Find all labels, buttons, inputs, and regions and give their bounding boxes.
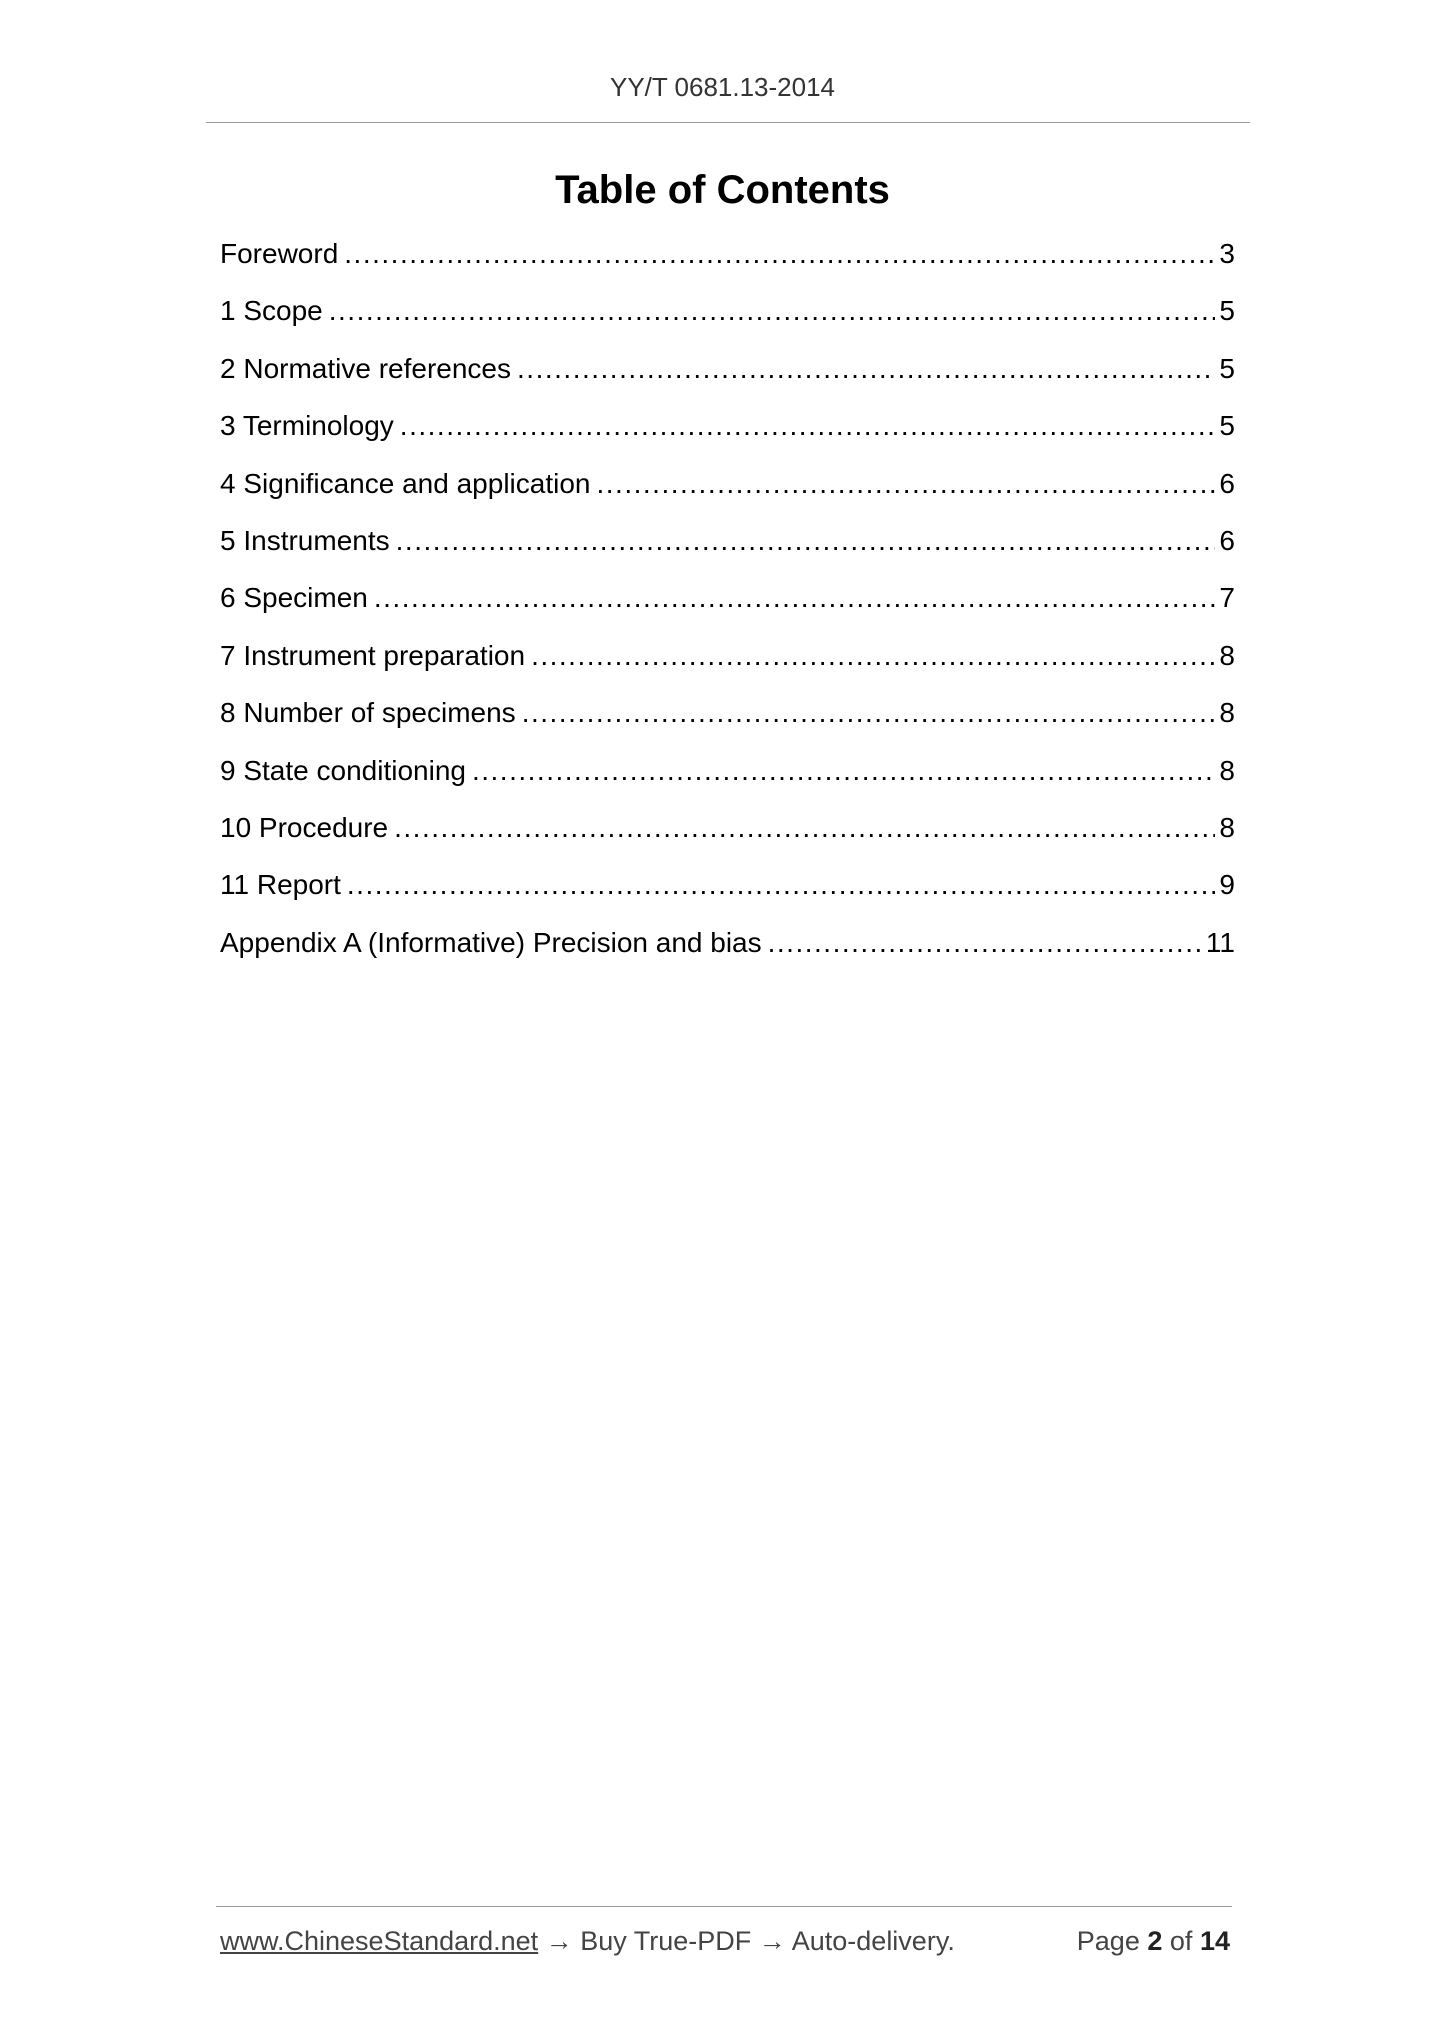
toc-entry-instrument-preparation[interactable] (220, 640, 1235, 697)
toc-entry-normative-references[interactable] (220, 353, 1235, 410)
toc-entry-page: 5 (1219, 352, 1235, 384)
footer-divider (216, 1906, 1232, 1907)
toc-entry-page: 8 (1219, 639, 1235, 671)
toc-entry-page: 8 (1219, 697, 1235, 729)
page-footer (220, 1926, 1230, 1957)
footer-tagline: → Buy True-PDF → Auto-delivery. (538, 1926, 955, 1956)
toc-entry-label: 3 Terminology (220, 410, 394, 442)
dot-leader (394, 812, 1215, 844)
toc-entry-label: 8 Number of specimens (220, 697, 516, 729)
toc-entry-page: 3 (1219, 238, 1235, 269)
toc-entry-foreword[interactable] (220, 238, 1235, 295)
toc-entry-significance[interactable] (220, 468, 1235, 525)
dot-leader (396, 525, 1216, 557)
toc-entry-page: 8 (1219, 754, 1235, 786)
toc-entry-label: 9 State conditioning (220, 754, 466, 786)
toc-entry-label: 4 Significance and application (220, 467, 591, 499)
toc-entry-label: Foreword (220, 238, 339, 269)
current-page-number: 2 (1147, 1926, 1163, 1956)
dot-leader (472, 755, 1215, 787)
toc-entry-label: 2 Normative references (220, 352, 512, 384)
toc-entry-page: 8 (1219, 811, 1235, 843)
toc-entry-page: 5 (1219, 410, 1235, 442)
toc-entry-page: 9 (1219, 869, 1235, 901)
toc-entry-label: 7 Instrument preparation (220, 639, 526, 671)
page-title: Table of Contents (555, 168, 890, 212)
toc-entry-specimen[interactable] (220, 582, 1235, 639)
toc-entry-page: 6 (1219, 524, 1235, 556)
document-code-header: YY/T 0681.13-2014 (609, 72, 836, 102)
toc-entry-number-of-specimens[interactable] (220, 697, 1235, 754)
toc-entry-report[interactable] (220, 869, 1235, 926)
toc-entry-state-conditioning[interactable] (220, 755, 1235, 812)
table-of-contents (220, 238, 1235, 984)
dot-leader (344, 238, 1215, 270)
dot-leader (329, 295, 1216, 327)
dot-leader (596, 468, 1215, 500)
toc-entry-label: Appendix A (Informative) Precision and bias (220, 926, 762, 958)
toc-entry-instruments[interactable] (220, 525, 1235, 582)
total-pages-number: 14 (1199, 1926, 1230, 1956)
toc-entry-page: 5 (1219, 295, 1235, 327)
page-word: Page (1076, 1926, 1140, 1956)
dot-leader (768, 927, 1202, 959)
dot-leader (400, 410, 1216, 442)
header-divider (206, 122, 1250, 123)
dot-leader (517, 353, 1215, 385)
page-indicator (1077, 1926, 1230, 1957)
toc-entry-page: 7 (1219, 582, 1235, 614)
toc-entry-label: 11 Report (220, 869, 341, 901)
toc-entry-label: 5 Instruments (220, 524, 390, 556)
toc-entry-page: 11 (1205, 926, 1235, 958)
toc-entry-terminology[interactable] (220, 410, 1235, 467)
toc-entry-procedure[interactable] (220, 812, 1235, 869)
dot-leader (374, 582, 1216, 614)
toc-entry-label: 10 Procedure (220, 811, 389, 843)
dot-leader (531, 640, 1215, 672)
dot-leader (347, 869, 1216, 901)
toc-entry-page: 6 (1219, 467, 1235, 499)
page-of-word: of (1169, 1926, 1193, 1956)
dot-leader (522, 697, 1216, 729)
toc-entry-label: 1 Scope (220, 295, 323, 327)
toc-entry-scope[interactable] (220, 295, 1235, 352)
toc-entry-appendix-a[interactable] (220, 927, 1235, 984)
website-link[interactable]: www.ChineseStandard.net (220, 1926, 539, 1956)
footer-promo (220, 1926, 955, 1957)
toc-entry-label: 6 Specimen (220, 582, 368, 614)
